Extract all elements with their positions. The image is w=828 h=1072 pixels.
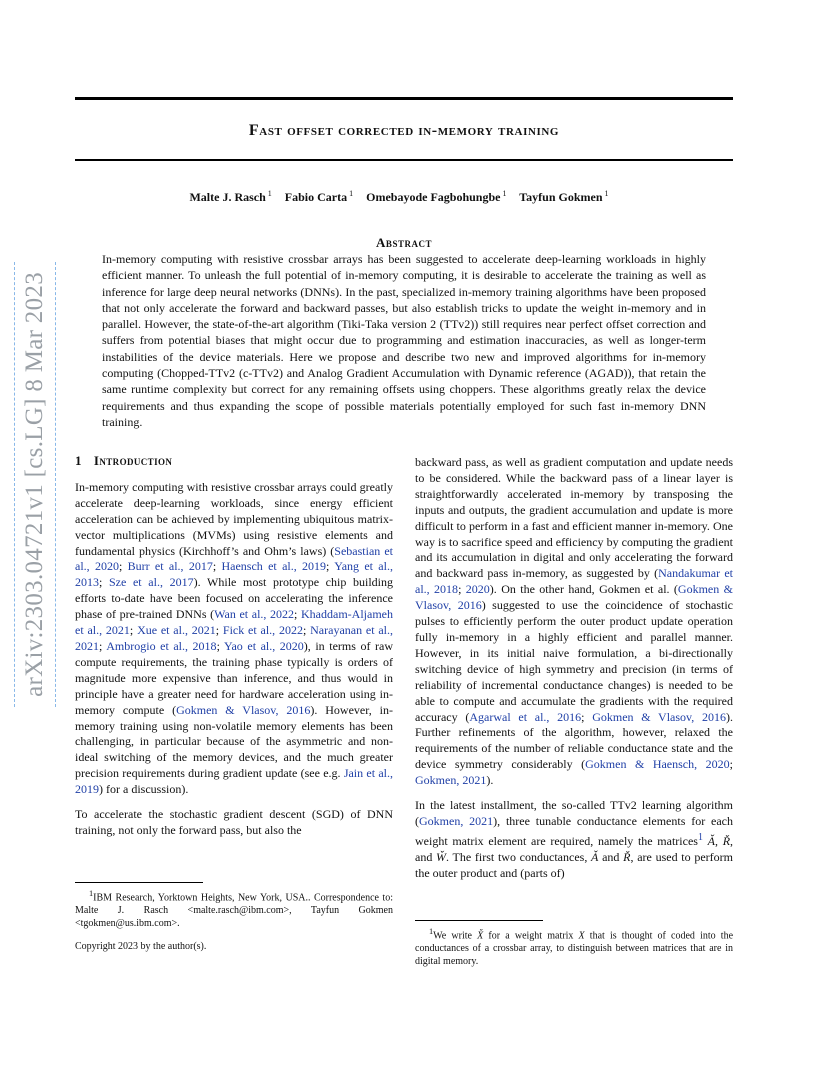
text-run: and	[598, 849, 624, 864]
footnote-mark: 1	[429, 927, 434, 936]
footnote-rule	[75, 882, 203, 883]
intro-paragraph-1: In-memory computing with resistive crossbar arrays could greatly accelerate deep-learning workloads, since energy efficient acceleration can be achieved by implementing ubiquitous matrix-vector multiplications (MVMs) using resistive elements and fundamental physics (Kirchhoff’s and Ohm’s laws) (Sebastian et al., 2020; Burr et al., 2017; Haensch et al., 2019; Yang et al., 2013; Sze et al., 2017). While most prototype chip building efforts to-date have been focused on accelerating the inference phase of pre-trained DNNs (Wan et al., 2022; Khaddam-Aljameh et al., 2021; Xue et al., 2021; Fick et al., 2022; Narayanan et al., 2021; Ambrogio et al., 2018; Yao et al., 2020), in terms of raw compute requirements, the training phase typically is orders of magnitude more expensive than inference, and thus would in principle have a greater need for hardware acceleration using in-memory compute (Gokmen & Vlasov, 2016). However, in-memory training using non-volatile memory elements has been challenging, in particular because of the asymmetric and non-ideal switching of the memory devices, and the much greater precision requirements during gradient update (see e.g. Jain et al., 2019) for a discussion).	[75, 479, 394, 797]
text-run: backward pass, as well as gradient computation and update needs to be considered. While the backward pass of a linear layer is straightforwardly accelerated in-memory by transposing the inputs and outputs, the gradient accumulation and update is more difficult to perform in a fast and efficient manner in-memory. One way is to sacrifice speed and efficiency by computing the gradient and its accumulation in digital and only accelerating the forward and backward pass in-memory, as suggested by (	[415, 455, 733, 581]
citation-link[interactable]: Fick et al., 2022	[222, 623, 303, 638]
notation-footnote	[415, 925, 733, 968]
text-run: In the latest installment, the so-called TTv2 learning algorithm (	[415, 798, 733, 828]
footnote-link[interactable]: 1	[697, 831, 703, 843]
left-column	[75, 453, 393, 848]
citation-link[interactable]: Agarwal et al., 2016	[469, 709, 582, 724]
text-run: We write	[433, 930, 478, 942]
citation-link[interactable]: Gokmen & Vlasov, 2016	[176, 702, 311, 717]
math-symbol: X	[578, 930, 585, 942]
citation-link[interactable]: Khaddam-Aljameh et al., 2021	[75, 607, 393, 638]
abstract-text: In-memory computing with resistive crossbar arrays has been suggested to accelerate deep-learning workloads in highly efficient manner. To unleash the full potential of in-memory computing, it is desirable to accelerate the training as well as inference for large deep neural networks (DNNs). In the past, specialized in-memory training algorithms have been proposed that not only accelerate the forward and backward passes, but also establish tricks to update the weight in-memory and in parallel. However, the state-of-the-art algorithm (Tiki-Taka version 2 (TTv2)) still requires near perfect offset correction and suffers from potential biases that might occur due to programming and estimation inaccuracies, as well as longer-term instabilities of the device materials. Here we propose and describe two new and improved algorithms for in-memory computing (Chopped-TTv2 (c-TTv2) and Analog Gradient Accumulation with Dynamic reference (AGAD)), that retain the same runtime complexity but correct for any remaining offsets using choppers. These algorithms greatly relax the device requirements and thus expanding the scope of possible materials potentially employed for such fast in-memory DNN training.	[102, 252, 706, 429]
math-symbol: Ǎ	[591, 849, 599, 864]
text-run: In-memory computing with resistive crossbar arrays could greatly accelerate deep-learning workloads, since energy efficient acceleration can be achieved by implementing ubiquitous matrix-vector multiplications (MVMs) using resistive elements and fundamental physics (Kirchhoff’s and Ohm’s laws) (	[75, 479, 393, 558]
citation-link[interactable]: Gokmen, 2021	[415, 773, 487, 788]
author-name: Fabio Carta	[284, 190, 348, 204]
author-list	[75, 189, 733, 205]
section-title: Introduction	[93, 453, 173, 468]
citation-link[interactable]: Gokmen & Haensch, 2020	[585, 757, 730, 772]
author-affiliation: 1	[604, 189, 609, 198]
text-run: that is thought of coded into the conductances of a crossbar array, to distinguish between matrices that are in digital memory.	[415, 930, 734, 968]
citation-link[interactable]: Haensch et al., 2019	[221, 559, 327, 574]
citation-link[interactable]: Gokmen, 2021	[419, 813, 494, 828]
math-symbol: Ǎ	[707, 833, 715, 848]
text-run: ). While most prototype chip building efforts to-date have been focused on accelerating the inference phase of pre-trained DNNs (	[75, 575, 393, 622]
text-run: ). On the other hand, Gokmen et al. (	[489, 582, 678, 597]
right-column	[415, 455, 733, 891]
citation-link[interactable]: Gokmen & Vlasov, 2016	[592, 709, 726, 724]
text-run: ). Further refinements of the algorithm, however, relaxed the requirements of the number of reliable conductance state and the device symmetry considerably (	[415, 709, 733, 772]
abstract-heading: Abstract	[376, 235, 432, 250]
section-number: 1	[75, 453, 82, 468]
citation-link[interactable]: Burr et al., 2017	[127, 559, 213, 574]
copyright-notice: Copyright 2023 by the author(s).	[75, 941, 207, 952]
citation-link[interactable]: Wan et al., 2022	[214, 607, 295, 622]
arxiv-side-stamp	[14, 262, 56, 707]
citation-link[interactable]: Xue et al., 2021	[137, 623, 216, 638]
citation-link[interactable]: Jain et al., 2019	[75, 766, 394, 797]
author-affiliation: 1	[267, 189, 272, 198]
footnote-text: IBM Research, Yorktown Heights, New York, USA.. Correspondence to: Malte J. Rasch <malte.rasch@ibm.com>, Tayfun Gokmen <tgokmen@us.ibm.com>.	[75, 892, 393, 930]
text-run: ). However, in-memory training using non-volatile memory elements has been challenging, in particular because of the asymmetric and non-ideal switching of the memory devices, and the much greater precision requirements during gradient update (see e.g.	[75, 702, 393, 781]
math-symbol: Ř	[623, 849, 631, 864]
citation-link[interactable]: Yang et al., 2013	[75, 559, 393, 590]
author-name: Tayfun Gokmen	[519, 190, 603, 204]
citation-link[interactable]: Ambrogio et al., 2018	[106, 638, 217, 653]
text-run: ) for a discussion).	[99, 782, 189, 797]
citation-link[interactable]: Narayanan et al., 2021	[75, 623, 394, 653]
citation-link[interactable]: Sze et al., 2017	[109, 575, 194, 590]
text-run: , are used to perform the outer product and (parts of)	[415, 849, 733, 880]
author-name: Malte J. Rasch	[189, 190, 266, 204]
intro-paragraph-3: backward pass, as well as gradient computation and update needs to be considered. While the backward pass of a linear layer is straightforwardly accelerated in-memory by transposing the inputs and outputs, the gradient accumulation and update is more difficult to perform in a fast and efficient manner in-memory. One way is to sacrifice speed and efficiency by computing the gradient and its accumulation in digital and only accelerating the forward and backward pass in-memory, as suggested by (Nandakumar et al., 2018; 2020). On the other hand, Gokmen et al. (Gokmen & Vlasov, 2016) suggested to use the coincidence of stochastic pulses to efficiently perform the outer product update operation fully in-memory in a highly efficient and parallel manner. However, in its initial naive formulation, a bi-directionally switching device of high symmetry and precision (in terms of reliability of incremental conductance changes) is needed to be able to compute and accumulate the gradients with the required accuracy (Agarwal et al., 2016; Gokmen & Vlasov, 2016). Further refinements of the algorithm, however, relaxed the requirements of the number of reliable conductance state and the device symmetry considerably (Gokmen & Haensch, 2020; Gokmen, 2021).	[415, 455, 733, 788]
affiliation-footnote	[75, 887, 393, 930]
section-heading	[75, 453, 393, 469]
text-run: . The first two conductances,	[446, 849, 592, 864]
math-symbol: Ř	[722, 833, 731, 848]
arxiv-identifier: arXiv:2303.04721v1 [cs.LG] 8 Mar 2023	[21, 272, 48, 697]
citation-link[interactable]: Yao et al., 2020	[224, 638, 304, 653]
text-run: ), in terms of raw compute requirements, the training phase typically is orders of magnitude more expensive than inference, and thus would in principle have a greater need for hardware acceleration using in-memory compute (	[75, 638, 393, 717]
intro-paragraph-4: In the latest installment, the so-called TTv2 learning algorithm (Gokmen, 2021), three tunable conductance elements for each weight matrix element are required, namely the matrices$^1$ Ǎ, Ř, and W̌. The first two conductances, Ǎ and Ř, are used to perform the outer product and (parts of)	[415, 798, 734, 880]
footnote-mark: 1	[89, 889, 94, 898]
text-run: for a weight matrix	[483, 930, 579, 942]
intro-paragraph-2: To accelerate the stochastic gradient descent (SGD) of DNN training, not only the forward pass, but also the	[75, 807, 393, 837]
text-run: ) suggested to use the coincidence of stochastic pulses to efficiently perform the outer product update operation fully in-memory in a highly efficient and parallel manner. However, in its initial naive formulation, a bi-directionally switching device of high symmetry and precision (in terms of reliability of incremental conductance changes) is needed to be able to compute and accumulate the gradients with the required accuracy (	[415, 598, 733, 724]
citation-link[interactable]: 2020	[465, 582, 490, 597]
math-symbol: W̌	[436, 849, 447, 864]
title-rule-bottom	[75, 159, 733, 161]
author-affiliation: 1	[349, 189, 354, 198]
citation-link[interactable]: Sebastian et al., 2020	[75, 543, 393, 574]
citation-link[interactable]: Gokmen & Vlasov, 2016	[415, 582, 733, 613]
author-affiliation: 1	[502, 189, 507, 198]
author-name: Omebayode Fagbohungbe	[366, 190, 501, 204]
text-run: ), three tunable conductance elements for each weight matrix element are required, namely the matrices	[415, 813, 733, 848]
text-run: ).	[486, 773, 494, 788]
citation-link[interactable]: Nandakumar et al., 2018	[415, 566, 733, 597]
footnote-rule	[415, 920, 543, 921]
title-rule-top	[75, 97, 733, 100]
paper-title: Fast offset corrected in-memory training	[248, 122, 560, 139]
text-run: , and	[415, 833, 734, 864]
math-symbol: X̌	[477, 930, 484, 942]
